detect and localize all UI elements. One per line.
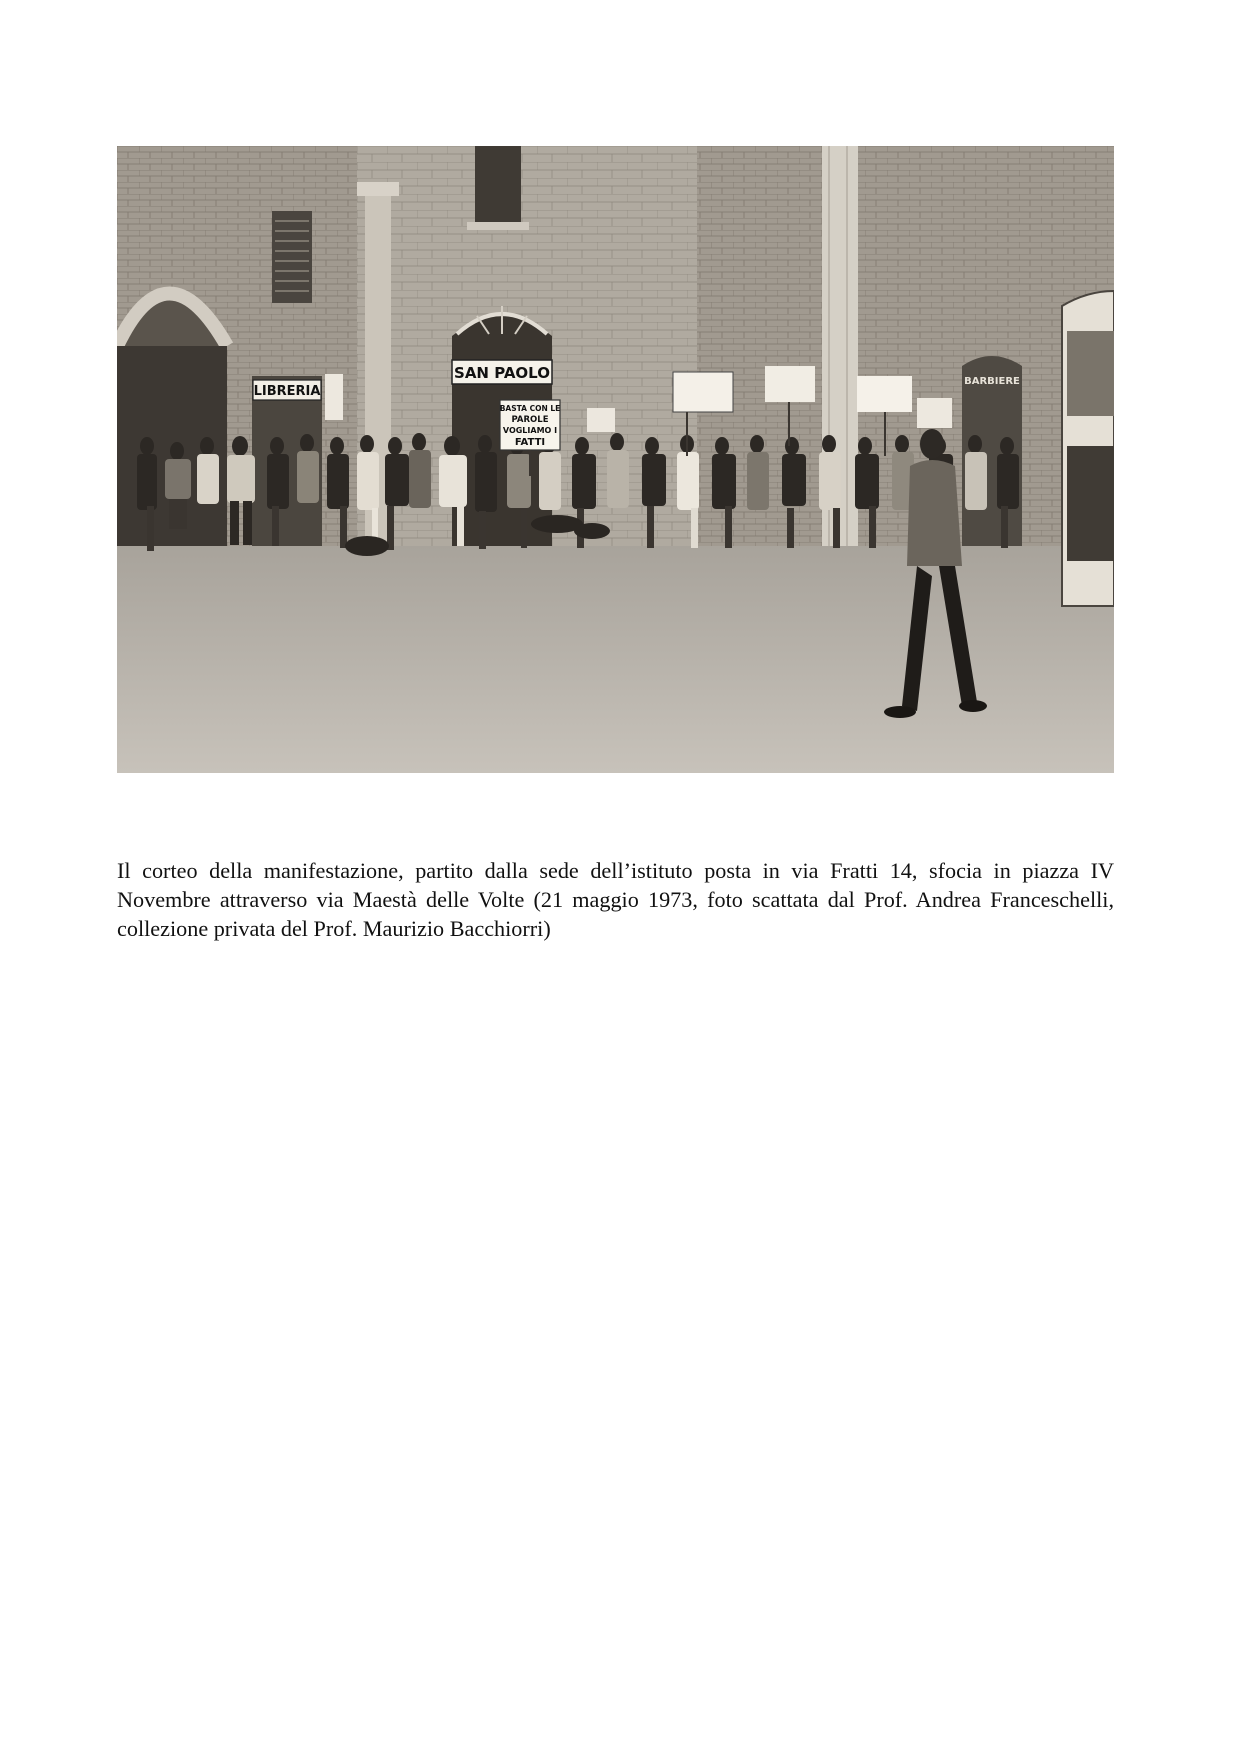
barbiere-sign-text: BARBIERE	[964, 376, 1020, 387]
protest-sign-line3: VOGLIAMO I	[502, 426, 558, 435]
protest-sign-line2: PAROLE	[511, 415, 549, 425]
san-paolo-sign-text: SAN PAOLO	[454, 364, 550, 382]
photo-caption: Il corteo della manifestazione, partito dalla sede dell’istituto posta in via Fratti 14, sfocia in piazza IV Novembre attraverso via Maestà delle Volte (21 maggio 1973, foto scattata dal Prof. Andrea Franceschelli, collezione privata del Prof. Maurizio Bacchiorri)	[117, 858, 1114, 941]
protest-sign-line4: FATTI	[514, 437, 546, 448]
photo-illustration	[117, 146, 1114, 773]
protest-sign-line1: BASTA CON LE	[499, 404, 561, 413]
shuttered-window	[272, 211, 312, 303]
historic-protest-photo	[117, 146, 1114, 773]
bus	[1062, 291, 1114, 606]
libreria-sign-text: LIBRERIA	[253, 384, 321, 399]
upper-window	[475, 146, 521, 222]
